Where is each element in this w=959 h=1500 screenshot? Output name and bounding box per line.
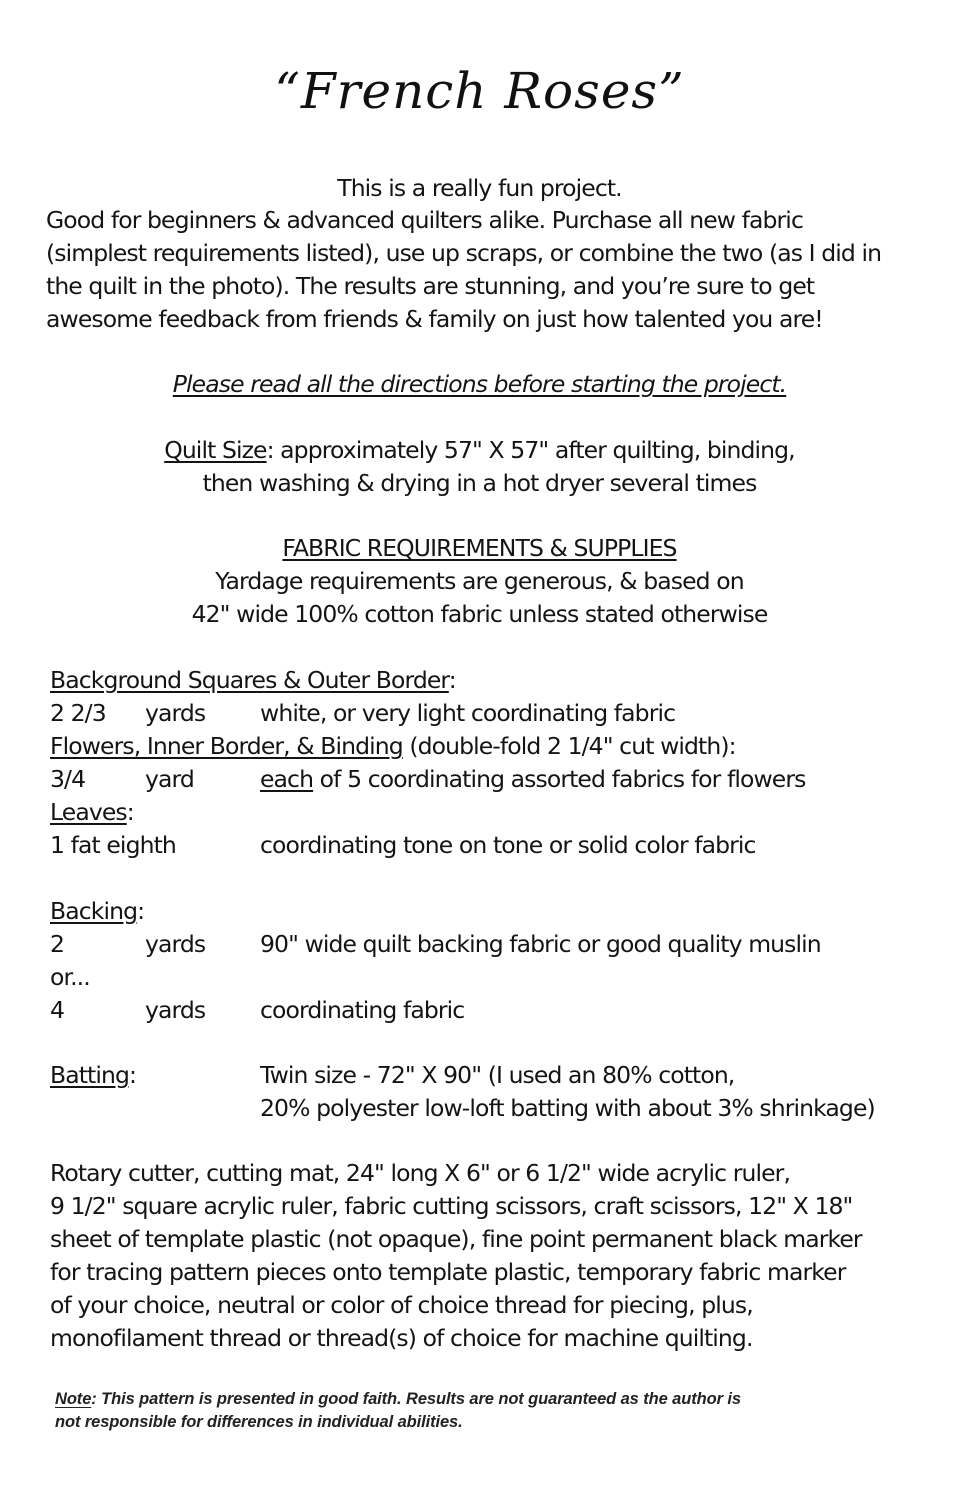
background-desc: white, or very light coordinating fabric bbox=[260, 699, 676, 727]
backing-or: or... bbox=[50, 963, 90, 991]
supplies-line-4: for tracing pattern pieces onto template plastic, temporary fabric marker bbox=[50, 1258, 846, 1286]
backing-row2-qty: 4 bbox=[50, 996, 65, 1024]
fabric-note-line-1: Yardage requirements are generous, & based on bbox=[215, 567, 744, 595]
fabric-note-line-2: 42" wide 100% cotton fabric unless stated otherwise bbox=[191, 600, 768, 628]
supplies-line-6: monofilament thread or thread(s) of choice for machine quilting. bbox=[50, 1324, 753, 1352]
quilt-size-label: Quilt Size bbox=[164, 436, 267, 464]
backing-heading bbox=[50, 895, 144, 927]
background-heading bbox=[50, 664, 456, 696]
backing-row1-unit: yards bbox=[145, 930, 206, 958]
quilt-size-line-2: then washing & drying in a hot dryer several times bbox=[202, 469, 757, 497]
page-title: “French Roses” bbox=[274, 62, 685, 120]
supplies-line-3: sheet of template plastic (not opaque), fine point permanent black marker bbox=[50, 1225, 862, 1253]
intro-line-5: awesome feedback from friends & family on just how talented you are! bbox=[46, 305, 823, 333]
batting-heading-suffix: : bbox=[129, 1061, 137, 1089]
quilt-size-value: : approximately 57" X 57" after quilting, binding, bbox=[266, 436, 795, 464]
background-heading-suffix: : bbox=[448, 666, 456, 694]
intro-line-3: (simplest requirements listed), use up scraps, or combine the two (as I did in bbox=[46, 239, 882, 267]
backing-row1-qty: 2 bbox=[50, 930, 65, 958]
backing-row2-unit: yards bbox=[145, 996, 206, 1024]
intro-line-2: Good for beginners & advanced quilters alike. Purchase all new fabric bbox=[46, 206, 803, 234]
supplies-line-1: Rotary cutter, cutting mat, 24" long X 6" or 6 1/2" wide acrylic ruler, bbox=[50, 1159, 791, 1187]
leaves-heading-suffix: : bbox=[126, 798, 134, 826]
intro-line-4: the quilt in the photo). The results are stunning, and you’re sure to get bbox=[46, 272, 815, 300]
leaves-desc: coordinating tone on tone or solid color fabric bbox=[260, 831, 756, 859]
batting-heading-label: Batting bbox=[50, 1061, 129, 1089]
fabric-requirements-heading: FABRIC REQUIREMENTS & SUPPLIES bbox=[282, 534, 677, 562]
background-qty: 2 2/3 bbox=[50, 699, 106, 727]
flowers-heading-label: Flowers, Inner Border, & Binding bbox=[50, 732, 403, 760]
flowers-heading bbox=[50, 730, 736, 762]
flowers-desc-each: each bbox=[260, 765, 314, 793]
backing-heading-label: Backing bbox=[50, 897, 138, 925]
leaves-qty: 1 fat eighth bbox=[50, 831, 176, 859]
backing-row2-desc: coordinating fabric bbox=[260, 996, 465, 1024]
quilt-size-line-1 bbox=[0, 434, 959, 466]
batting-heading bbox=[50, 1059, 136, 1091]
batting-line-2: 20% polyester low-loft batting with about 3% shrinkage) bbox=[260, 1094, 875, 1122]
intro-line-1: This is a really fun project. bbox=[337, 174, 622, 202]
background-heading-label: Background Squares & Outer Border bbox=[50, 666, 449, 694]
disclaimer-label: Note bbox=[55, 1390, 92, 1408]
batting-line-1: Twin size - 72" X 90" (I used an 80% cotton, bbox=[260, 1061, 735, 1089]
flowers-heading-suffix: (double-fold 2 1/4" cut width): bbox=[402, 732, 736, 760]
flowers-desc-rest: of 5 coordinating assorted fabrics for flowers bbox=[313, 765, 806, 793]
supplies-line-5: of your choice, neutral or color of choice thread for piecing, plus, bbox=[50, 1291, 753, 1319]
background-unit: yards bbox=[145, 699, 206, 727]
flowers-desc bbox=[260, 763, 805, 795]
read-directions-note: Please read all the directions before starting the project. bbox=[172, 370, 787, 398]
leaves-heading bbox=[50, 796, 134, 828]
disclaimer-line-1 bbox=[55, 1390, 741, 1409]
disclaimer-line-2: not responsible for differences in individual abilities. bbox=[55, 1413, 463, 1431]
flowers-unit: yard bbox=[145, 765, 194, 793]
backing-heading-suffix: : bbox=[137, 897, 145, 925]
disclaimer-text-1: : This pattern is presented in good faith. Results are not guaranteed as the author is bbox=[91, 1390, 741, 1408]
leaves-heading-label: Leaves bbox=[50, 798, 127, 826]
supplies-line-2: 9 1/2" square acrylic ruler, fabric cutting scissors, craft scissors, 12" X 18" bbox=[50, 1192, 853, 1220]
flowers-qty: 3/4 bbox=[50, 765, 86, 793]
backing-row1-desc: 90" wide quilt backing fabric or good quality muslin bbox=[260, 930, 821, 958]
